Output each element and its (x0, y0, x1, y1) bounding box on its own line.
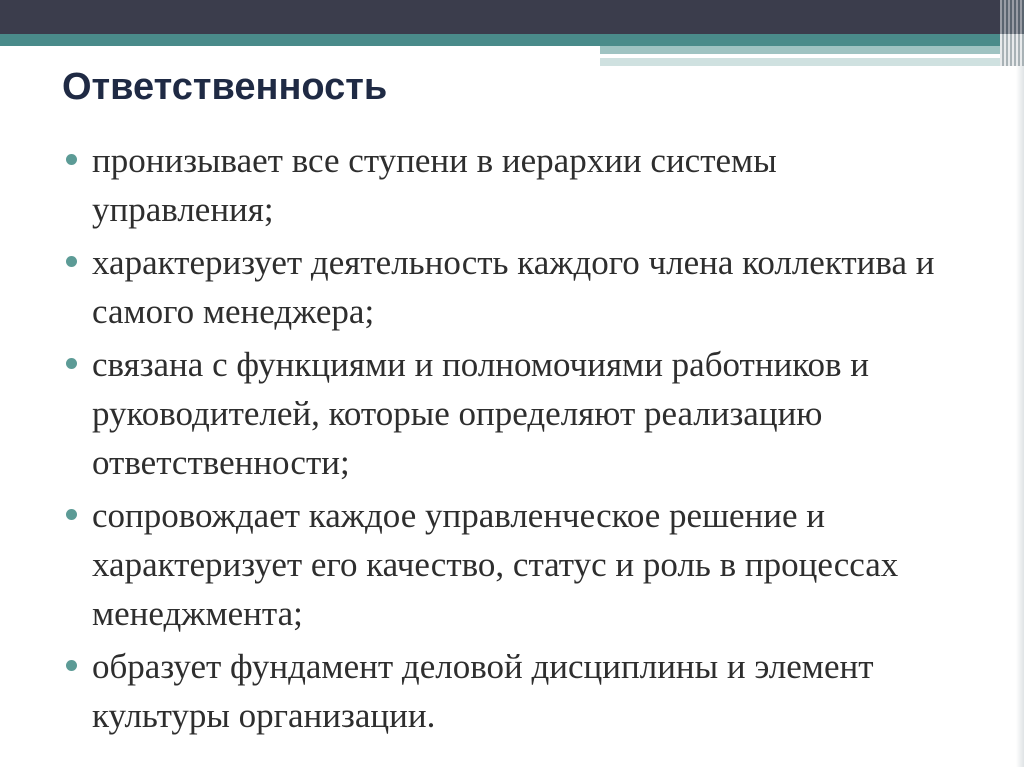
bullet-item (62, 136, 962, 234)
bullet-item (62, 642, 962, 740)
header-band-teal (0, 34, 1000, 46)
bullet-text: образует фундамент деловой дисциплины и элемент культуры организации. (92, 647, 874, 735)
bullet-text: пронизывает все ступени в иерархии системы управления; (92, 141, 777, 229)
dot-bullet-icon (66, 509, 77, 520)
bullet-text: сопровождает каждое управленческое решение и характеризует его качество, статус и роль в процессах менеджмента; (92, 496, 899, 633)
bullet-text: характеризует деятельность каждого члена коллектива и самого менеджера; (92, 243, 935, 331)
bullet-item (62, 491, 962, 638)
bullet-text: связана с функциями и полномочиями работников и руководителей, которые определяют реализацию ответственности; (92, 345, 870, 482)
slide-title: Ответственность (62, 66, 388, 108)
header-band-light (600, 46, 1000, 54)
header-edge-stripes (1000, 0, 1024, 66)
bullet-list (62, 136, 962, 744)
right-edge-shadow (1016, 66, 1024, 767)
dot-bullet-icon (66, 256, 77, 267)
dot-bullet-icon (66, 660, 77, 671)
header-band-light-secondary (600, 58, 1000, 66)
dot-bullet-icon (66, 154, 77, 165)
bullet-item (62, 238, 962, 336)
dot-bullet-icon (66, 358, 77, 369)
bullet-item (62, 340, 962, 487)
header-band-dark (0, 0, 1024, 34)
